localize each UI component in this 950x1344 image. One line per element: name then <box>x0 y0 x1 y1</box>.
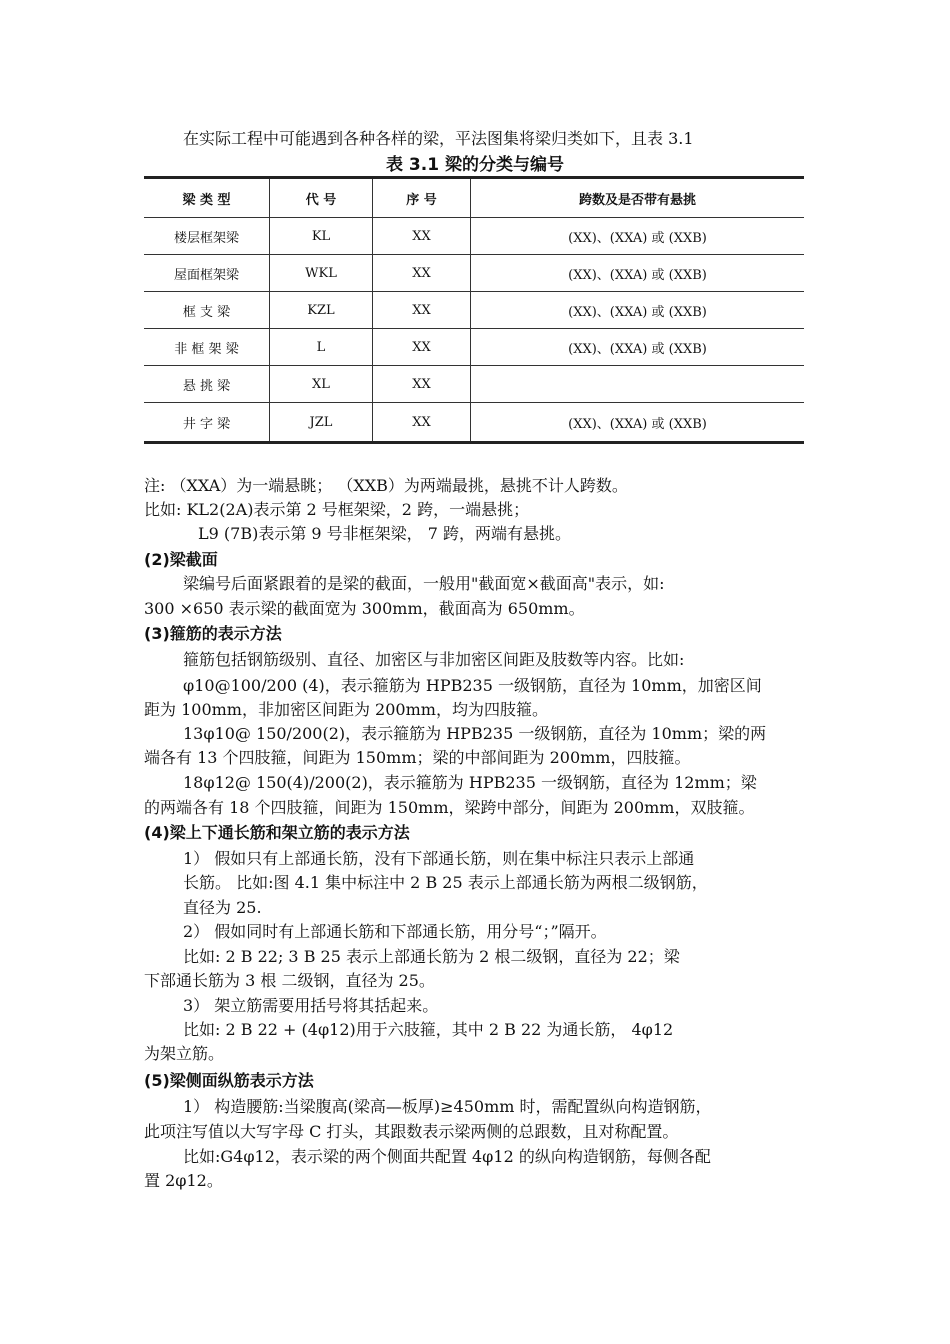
cell-span: (XX)、(XXA) 或 (XXB) <box>471 255 805 292</box>
paragraph-line: 下部通长筋为 3 根 二级钢，直径为 25。 <box>144 971 435 990</box>
cell-beam-type: 悬 挑 梁 <box>144 366 270 403</box>
cell-serial: XX <box>373 329 471 366</box>
example-line: 比如: KL2(2A)表示第 2 号框架梁，2 跨，一端悬挑； <box>144 500 530 519</box>
note-line: 注: （XXA）为一端悬眺； （XXB）为两端最挑，悬挑不计人跨数。 <box>144 476 628 495</box>
cell-serial: XX <box>373 292 471 329</box>
intro-text: 在实际工程中可能遇到各种各样的梁，平法图集将梁归类如下，且表 3.1 <box>183 129 694 148</box>
paragraph-line: 长筋。 比如:图 4.1 集中标注中 2 B 25 表示上部通长筋为两根二级钢筋， <box>183 873 708 892</box>
cell-serial: XX <box>373 218 471 255</box>
cell-code: KL <box>270 218 373 255</box>
section-heading: (2)梁截面 <box>144 550 218 569</box>
cell-span <box>471 366 805 403</box>
paragraph-line: 3） 架立筋需要用括号将其括起来。 <box>183 996 439 1015</box>
section-heading: (4)梁上下通长筋和架立筋的表示方法 <box>144 823 410 842</box>
paragraph-line: 1） 构造腰筋:当梁腹高(梁高—板厚)≥450mm 时，需配置纵向构造钢筋， <box>183 1097 712 1116</box>
table-caption: 表 3.1 梁的分类与编号 <box>386 155 564 175</box>
header-serial: 序 号 <box>373 178 471 218</box>
paragraph-line: 1） 假如只有上部通长筋，没有下部通长筋，则在集中标注只表示上部通 <box>183 849 695 868</box>
header-beam-type: 梁 类 型 <box>144 178 270 218</box>
table-header-row <box>144 178 804 218</box>
paragraph-line: 距为 100mm，非加密区间距为 200mm，均为四肢箍。 <box>144 700 548 719</box>
paragraph-line: 比如: 2 B 22 + (4φ12)用于六肢箍，其中 2 B 22 为通长筋， 4φ12 <box>183 1020 674 1039</box>
paragraph-line: 18φ12@ 150(4)/200(2)，表示箍筋为 HPB235 一级钢筋，直径为 12mm；梁 <box>183 773 757 792</box>
cell-beam-type: 屋面框架梁 <box>144 255 270 292</box>
paragraph-line: φ10@100/200 (4)，表示箍筋为 HPB235 一级钢筋，直径为 10mm，加密区间 <box>183 676 762 695</box>
paragraph-line: 置 2φ12。 <box>144 1171 223 1190</box>
paragraph-line: 此项注写值以大写字母 C 打头，其跟数表示梁两侧的总跟数，且对称配置。 <box>144 1122 679 1141</box>
table-row <box>144 218 804 255</box>
paragraph-line: 梁编号后面紧跟着的是梁的截面，一般用"截面宽×截面高"表示，如: <box>183 574 665 593</box>
paragraph-line: 比如:G4φ12，表示梁的两个侧面共配置 4φ12 的纵向构造钢筋，每侧各配 <box>183 1147 711 1166</box>
cell-code: L <box>270 329 373 366</box>
cell-span: (XX)、(XXA) 或 (XXB) <box>471 218 805 255</box>
table-row <box>144 366 804 403</box>
paragraph-line: 的两端各有 18 个四肢箍，间距为 150mm，梁跨中部分，间距为 200mm，双肢箍。 <box>144 798 755 817</box>
paragraph-line: 箍筋包括钢筋级别、直径、加密区与非加密区间距及肢数等内容。比如: <box>183 650 685 669</box>
example-line: L9 (7B)表示第 9 号非框架梁， 7 跨，两端有悬挑。 <box>198 524 572 543</box>
cell-serial: XX <box>373 366 471 403</box>
paragraph-line: 13φ10@ 150/200(2)，表示箍筋为 HPB235 一级钢筋，直径为 10mm；梁的两 <box>183 724 767 743</box>
table-row <box>144 292 804 329</box>
paragraph-line: 端各有 13 个四肢箍，间距为 150mm；梁的中部间距为 200mm，四肢箍。 <box>144 748 691 767</box>
table-row <box>144 329 804 366</box>
cell-span: (XX)、(XXA) 或 (XXB) <box>471 292 805 329</box>
header-code: 代 号 <box>270 178 373 218</box>
cell-span: (XX)、(XXA) 或 (XXB) <box>471 403 805 443</box>
section-heading: (5)梁侧面纵筋表示方法 <box>144 1071 314 1090</box>
cell-serial: XX <box>373 255 471 292</box>
beam-classification-table <box>144 176 804 444</box>
cell-span: (XX)、(XXA) 或 (XXB) <box>471 329 805 366</box>
cell-serial: XX <box>373 403 471 443</box>
paragraph-line: 为架立筋。 <box>144 1044 225 1063</box>
cell-code: XL <box>270 366 373 403</box>
paragraph-line: 直径为 25. <box>183 898 262 917</box>
paragraph-line: 300 ×650 表示梁的截面宽为 300mm，截面高为 650mm。 <box>144 599 585 618</box>
header-span: 跨数及是否带有悬挑 <box>471 178 805 218</box>
cell-code: JZL <box>270 403 373 443</box>
cell-beam-type: 非 框 架 梁 <box>144 329 270 366</box>
cell-beam-type: 框 支 梁 <box>144 292 270 329</box>
table-row <box>144 255 804 292</box>
paragraph-line: 比如: 2 B 22; 3 B 25 表示上部通长筋为 2 根二级钢，直径为 22；梁 <box>183 947 680 966</box>
cell-beam-type: 井 字 梁 <box>144 403 270 443</box>
cell-code: WKL <box>270 255 373 292</box>
cell-code: KZL <box>270 292 373 329</box>
section-heading: (3)箍筋的表示方法 <box>144 624 282 643</box>
table-row <box>144 403 804 443</box>
paragraph-line: 2） 假如同时有上部通长筋和下部通长筋，用分号“；”隔开。 <box>183 922 607 941</box>
cell-beam-type: 楼层框架梁 <box>144 218 270 255</box>
